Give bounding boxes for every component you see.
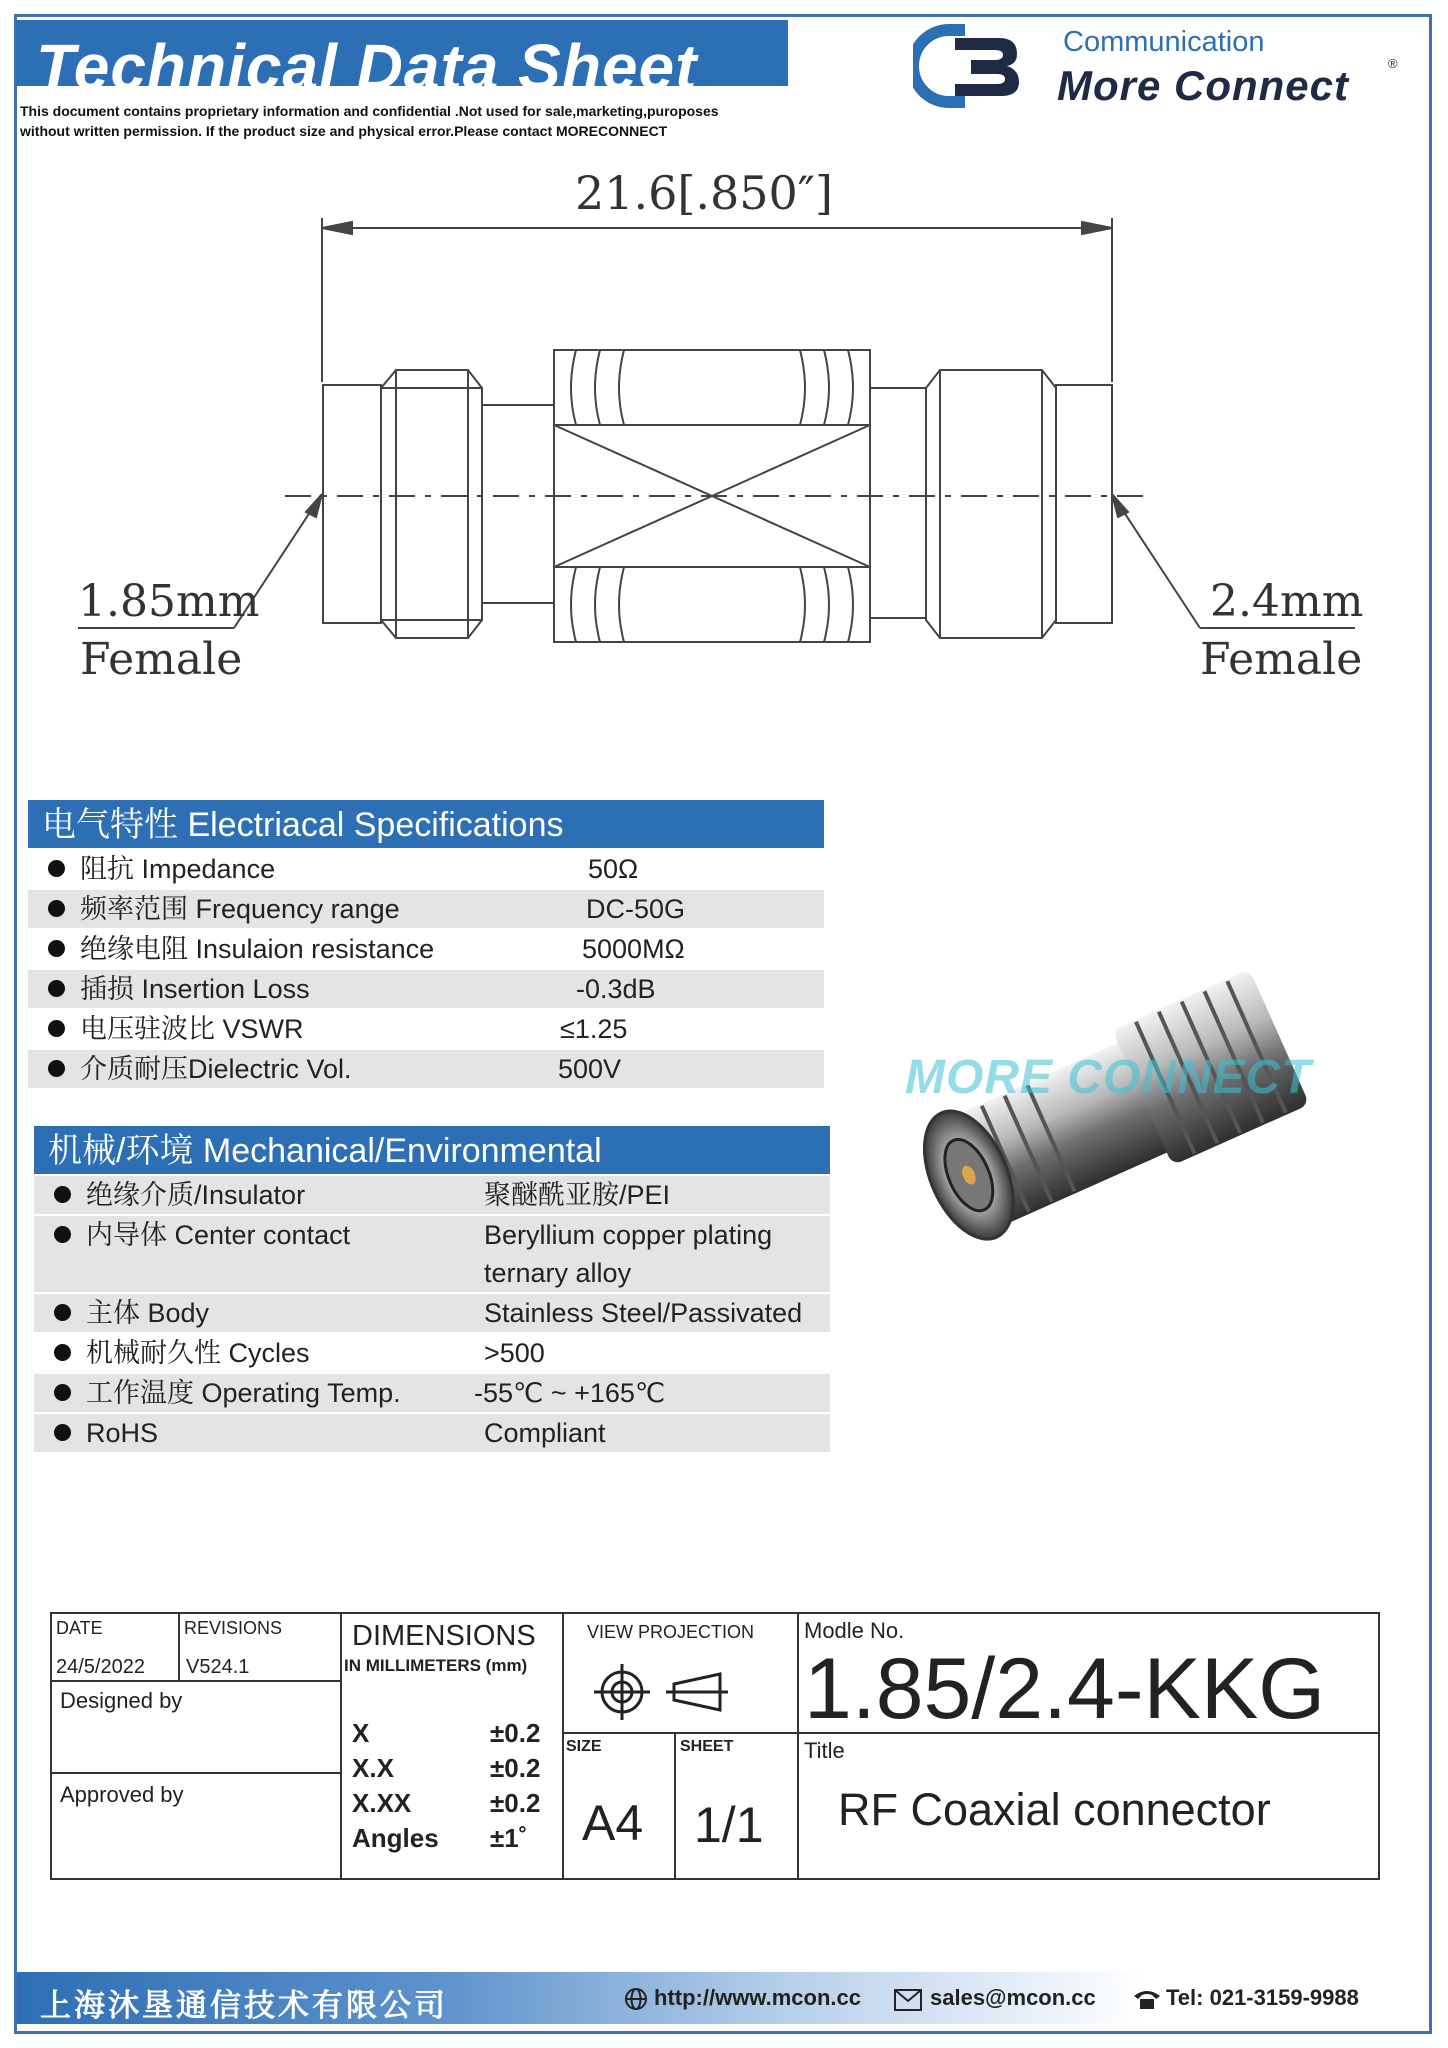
approved-by-label: Approved by (60, 1782, 184, 1807)
view-projection-label: VIEW PROJECTION (587, 1622, 755, 1642)
left-connector-gender: Female (80, 634, 243, 685)
electrical-spec-label: 电压驻波比 VSWR (80, 1014, 304, 1044)
globe-icon (624, 1987, 648, 2011)
electrical-spec-row (28, 930, 824, 968)
mechanical-spec-row (34, 1334, 830, 1372)
logo-text-brand: More Connect (1057, 62, 1350, 109)
bullet-icon (48, 1020, 65, 1037)
tolerance-key: X (352, 1718, 370, 1748)
bullet-icon (48, 860, 65, 877)
bullet-icon (54, 1384, 71, 1401)
phone-icon (1132, 1988, 1162, 2010)
model-label: Modle No. (804, 1618, 905, 1643)
email-link[interactable]: sales@mcon.cc (930, 1985, 1096, 2010)
bullet-icon (48, 1060, 65, 1077)
mechanical-spec-heading: 机械/环境 Mechanical/Environmental (34, 1126, 830, 1174)
size-value: A4 (582, 1795, 644, 1851)
dimensions-unit-label: IN MILLIMETERS (mm) (344, 1656, 528, 1675)
left-connector-size: 1.85mm (78, 576, 260, 627)
projection-symbol-icon (592, 1662, 732, 1722)
right-connector-gender: Female (1200, 634, 1363, 685)
tolerance-key: Angles (352, 1823, 439, 1853)
mechanical-spec-row (34, 1414, 830, 1452)
electrical-spec-heading: 电气特性 Electriacal Specifications (28, 800, 824, 848)
bullet-icon (54, 1304, 71, 1321)
electrical-spec-label: 介质耐压Dielectric Vol. (80, 1054, 352, 1084)
electrical-spec-label: 插损 Insertion Loss (80, 974, 310, 1004)
designed-by-label: Designed by (60, 1688, 183, 1713)
tolerance-value: ±0.2 (490, 1788, 541, 1818)
product-photo (895, 940, 1335, 1280)
bullet-icon (54, 1186, 71, 1203)
tolerance-key: X.XX (352, 1788, 412, 1818)
model-number: 1.85/2.4-KKG (804, 1641, 1326, 1737)
logo-text-communication: Communication (1063, 26, 1265, 58)
electrical-spec-label: 绝缘电阻 Insulaion resistance (80, 934, 435, 964)
revisions-value: V524.1 (186, 1656, 250, 1678)
mechanical-spec-value: Beryllium copper plating (484, 1220, 773, 1250)
mechanical-spec-value: Stainless Steel/Passivated (484, 1298, 803, 1328)
electrical-spec-label: 频率范围 Frequency range (80, 894, 400, 924)
electrical-spec-value: DC-50G (586, 894, 686, 924)
registered-mark: ® (1388, 56, 1398, 71)
bullet-icon (48, 900, 65, 917)
bullet-icon (48, 980, 65, 997)
mechanical-spec-row (34, 1216, 830, 1292)
mail-icon (894, 1989, 922, 2011)
electrical-spec-row (28, 1010, 824, 1048)
mechanical-spec-row (34, 1294, 830, 1332)
mechanical-spec-label: 工作温度 Operating Temp. (86, 1378, 401, 1408)
title-label: Title (804, 1738, 845, 1763)
electrical-spec-row (28, 850, 824, 888)
mechanical-spec-label: 主体 Body (86, 1298, 210, 1328)
electrical-spec-value: 5000MΩ (582, 934, 685, 964)
watermark: MORE CONNECT (905, 1051, 1312, 1104)
electrical-spec-value: 500V (558, 1054, 622, 1084)
mechanical-spec-row (34, 1176, 830, 1214)
title-block (50, 1612, 1380, 1880)
mechanical-spec-row (34, 1374, 830, 1412)
phone-number: Tel: 021-3159-9988 (1166, 1985, 1359, 2010)
date-label: DATE (56, 1618, 103, 1638)
tolerance-value: ±0.2 (490, 1718, 541, 1748)
disclaimer-line-1: This document contains proprietary information and confidential .Not used for sale,marketing,puroposes (20, 103, 719, 119)
tolerance-value: ±0.2 (490, 1753, 541, 1783)
date-value: 24/5/2022 (56, 1656, 145, 1678)
overall-length-label: 21.6[.850″] (575, 166, 833, 220)
mechanical-spec-label: RoHS (86, 1418, 159, 1448)
size-label: SIZE (566, 1738, 602, 1755)
electrical-spec-label: 阻抗 Impedance (80, 854, 276, 884)
mechanical-spec-label: 绝缘介质/Insulator (86, 1180, 306, 1210)
bullet-icon (54, 1226, 71, 1243)
dimensions-label: DIMENSIONS (352, 1620, 536, 1652)
product-title: RF Coaxial connector (838, 1784, 1271, 1835)
electrical-spec-row (28, 890, 824, 928)
mechanical-spec-value: >500 (484, 1338, 545, 1368)
electrical-spec-row (28, 1050, 824, 1088)
sheet-label: SHEET (680, 1738, 734, 1755)
electrical-spec-value: -0.3dB (576, 974, 656, 1004)
mechanical-spec-value: Compliant (484, 1418, 606, 1448)
disclaimer-line-2: without written permission. If the product size and physical error.Please contact MORECONNECT (20, 123, 668, 139)
electrical-spec-value: 50Ω (588, 854, 639, 884)
mechanical-spec-label: 机械耐久性 Cycles (86, 1338, 310, 1368)
bullet-icon (48, 940, 65, 957)
bullet-icon (54, 1344, 71, 1361)
right-connector-size: 2.4mm (1210, 576, 1364, 627)
website-link[interactable]: http://www.mcon.cc (654, 1985, 861, 2010)
mechanical-spec-label: 内导体 Center contact (86, 1220, 351, 1250)
tolerance-key: X.X (352, 1753, 394, 1783)
electrical-spec-value: ≤1.25 (560, 1014, 628, 1044)
page-title: Technical Data Sheet (36, 31, 698, 103)
company-name: 上海沐垦通信技术有限公司 (40, 1988, 448, 2023)
mechanical-spec-value: -55℃ ~ +165℃ (474, 1378, 666, 1408)
mechanical-spec-value: 聚醚酰亚胺/PEI (484, 1180, 671, 1210)
bullet-icon (54, 1424, 71, 1441)
mechanical-spec-value-continued: ternary alloy (484, 1258, 632, 1288)
sheet-value: 1/1 (694, 1797, 764, 1853)
revisions-label: REVISIONS (184, 1618, 283, 1638)
electrical-spec-row (28, 970, 824, 1008)
tolerance-value: ±1˚ (490, 1823, 528, 1853)
